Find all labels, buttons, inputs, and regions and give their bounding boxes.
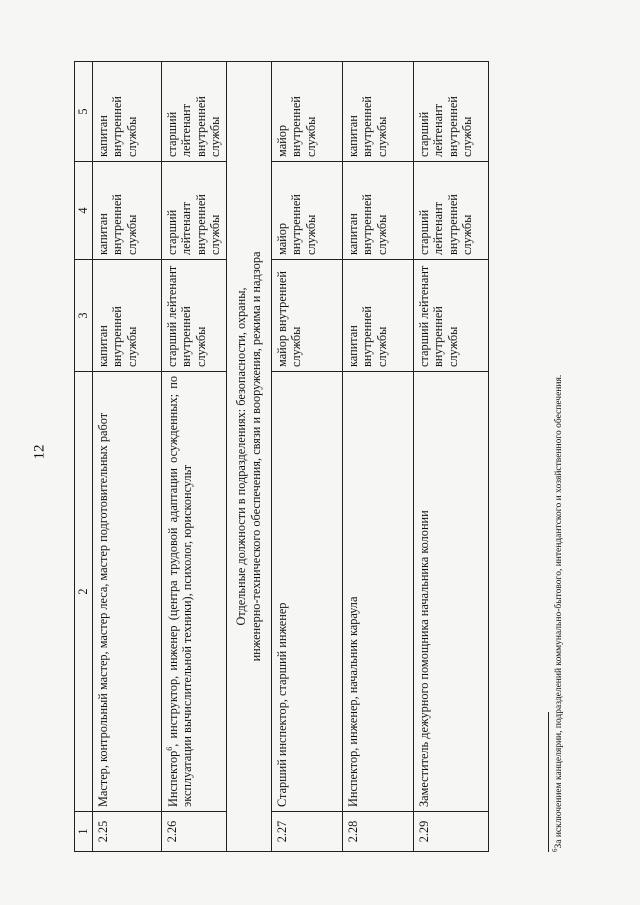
column-header: 3 bbox=[75, 260, 93, 372]
table-row bbox=[92, 62, 161, 852]
position-title: Инспектор, инженер, начальник караула bbox=[342, 372, 413, 812]
footnote-text: За исключением канцелярии, подразделений коммунально-бытового, интендантского и хозяйственного обеспечения. bbox=[554, 374, 565, 849]
rank-cell: старший лейтенант внутренней службы bbox=[413, 162, 488, 260]
rank-cell: старший лейтенант внутренней службы bbox=[413, 62, 488, 162]
ranks-table bbox=[74, 61, 489, 852]
position-title: Старший инспектор, старший инженер bbox=[271, 372, 342, 812]
row-number: 2.28 bbox=[342, 812, 413, 852]
page-number: 12 bbox=[31, 444, 48, 460]
rank-cell: старший лейтенант внутренней службы bbox=[161, 62, 226, 162]
row-number: 2.27 bbox=[271, 812, 342, 852]
section-heading-row bbox=[226, 62, 271, 852]
section-heading-line: Отдельные должности в подразделениях: безопасности, охраны, bbox=[234, 287, 248, 626]
rank-cell: старший лейтенант внутренней службы bbox=[413, 260, 488, 372]
rank-cell: майор внутренней службы bbox=[271, 260, 342, 372]
section-heading-line: инженерно-технического обеспечения, связи и вооружения, режима и надзора bbox=[248, 251, 263, 662]
footnote-mark: 6 bbox=[551, 848, 559, 852]
table-row bbox=[342, 62, 413, 852]
position-title-rest: , инструктор, инженер (центра трудовой адаптации осужденных; по эксплуатации вычислительной техники), психолог, юрисконсульт bbox=[165, 376, 195, 807]
rank-cell: капитан внутренней службы bbox=[92, 260, 161, 372]
table-header-row bbox=[75, 62, 93, 852]
rotated-page-content bbox=[74, 62, 565, 852]
rank-cell: капитан внутренней службы bbox=[342, 260, 413, 372]
column-header: 5 bbox=[75, 62, 93, 162]
footnote-divider bbox=[548, 712, 549, 852]
table-row bbox=[161, 62, 226, 852]
row-number: 2.29 bbox=[413, 812, 488, 852]
footnote-reference: 6 bbox=[164, 746, 174, 751]
rank-cell: старший лейтенант внутренней службы bbox=[161, 260, 226, 372]
row-number: 2.26 bbox=[161, 812, 226, 852]
rank-cell: капитан внутренней службы bbox=[92, 162, 161, 260]
column-header: 2 bbox=[75, 372, 93, 812]
table-row bbox=[413, 62, 488, 852]
row-number: 2.25 bbox=[92, 812, 161, 852]
section-heading bbox=[226, 62, 271, 852]
position-title-start: Инспектор bbox=[165, 750, 180, 807]
footnote bbox=[551, 62, 564, 852]
column-header: 1 bbox=[75, 812, 93, 852]
rank-cell: старший лейтенант внутренней службы bbox=[161, 162, 226, 260]
rank-cell: капитан внутренней службы bbox=[342, 62, 413, 162]
rank-cell: майор внутренней службы bbox=[271, 62, 342, 162]
rank-cell: капитан внутренней службы bbox=[92, 62, 161, 162]
column-header: 4 bbox=[75, 162, 93, 260]
rank-cell: капитан внутренней службы bbox=[342, 162, 413, 260]
table-row bbox=[271, 62, 342, 852]
rank-cell: майор внутренней службы bbox=[271, 162, 342, 260]
position-title: Заместитель дежурного помощника начальника колонии bbox=[413, 372, 488, 812]
position-title bbox=[161, 372, 226, 812]
position-title: Мастер, контрольный мастер, мастер леса, мастер подготовительных работ bbox=[92, 372, 161, 812]
